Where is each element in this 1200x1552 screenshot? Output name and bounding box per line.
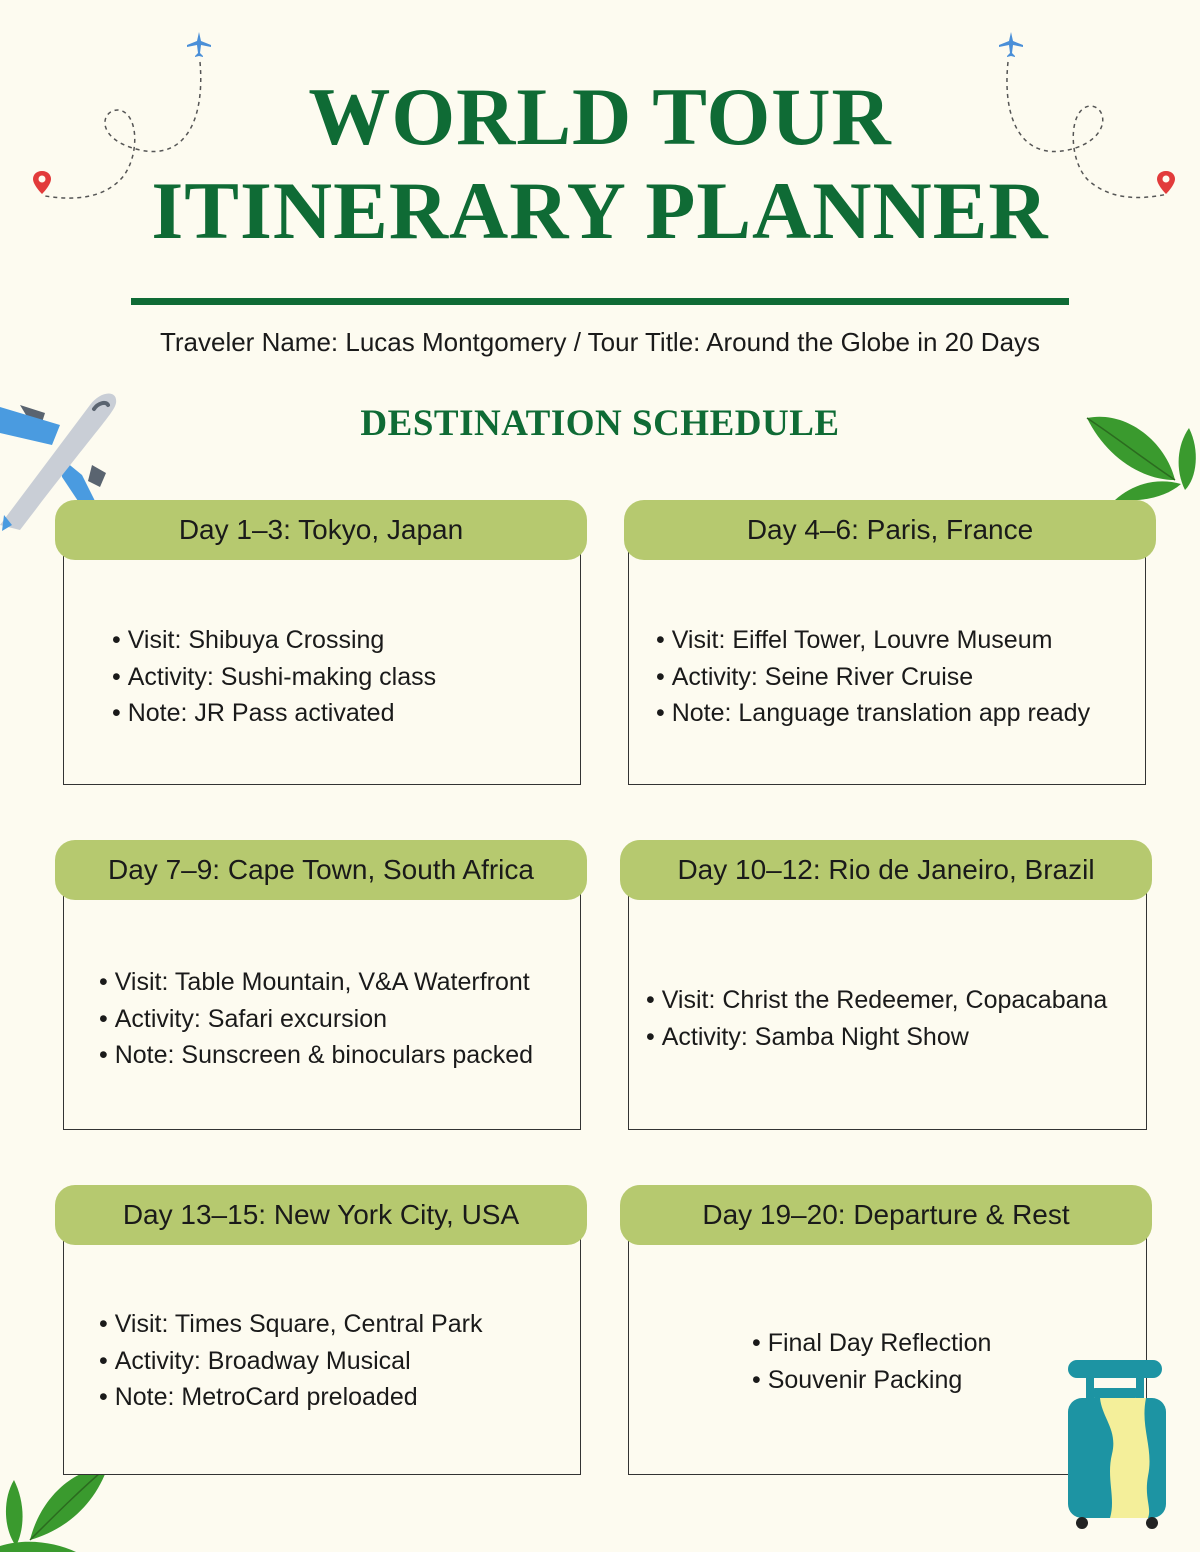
day-card-tokyo xyxy=(55,500,587,785)
day-card-rio xyxy=(620,840,1152,1130)
list-item: • Note: MetroCard preloaded xyxy=(99,1379,587,1416)
list-item: • Activity: Samba Night Show xyxy=(646,1019,1152,1056)
list-item: • Activity: Broadway Musical xyxy=(99,1343,587,1380)
list-item: • Activity: Sushi-making class xyxy=(112,659,587,696)
card-list xyxy=(620,982,1152,1055)
card-list xyxy=(55,1306,587,1416)
card-header: Day 10–12: Rio de Janeiro, Brazil xyxy=(620,840,1152,900)
list-item: • Visit: Times Square, Central Park xyxy=(99,1306,587,1343)
list-item: • Note: Sunscreen & binoculars packed xyxy=(99,1037,587,1074)
page-title xyxy=(0,70,1200,258)
suitcase-icon xyxy=(1060,1358,1170,1530)
card-list xyxy=(624,622,1156,732)
card-list xyxy=(55,964,587,1074)
list-item: • Visit: Shibuya Crossing xyxy=(112,622,587,659)
day-card-new-york xyxy=(55,1185,587,1475)
list-item: • Note: JR Pass activated xyxy=(112,695,587,732)
card-header: Day 4–6: Paris, France xyxy=(624,500,1156,560)
day-card-paris xyxy=(624,500,1156,785)
card-header: Day 7–9: Cape Town, South Africa xyxy=(55,840,587,900)
list-item: • Activity: Safari excursion xyxy=(99,1001,587,1038)
title-line-1: WORLD TOUR xyxy=(308,71,892,162)
title-divider xyxy=(131,298,1069,305)
card-header: Day 1–3: Tokyo, Japan xyxy=(55,500,587,560)
small-plane-icon xyxy=(184,30,214,60)
title-line-2: ITINERARY PLANNER xyxy=(151,165,1049,256)
card-header: Day 19–20: Departure & Rest xyxy=(620,1185,1152,1245)
day-card-cape-town xyxy=(55,840,587,1130)
section-title: DESTINATION SCHEDULE xyxy=(360,403,840,444)
list-item: • Visit: Christ the Redeemer, Copacabana xyxy=(646,982,1152,1019)
list-item: • Souvenir Packing xyxy=(752,1362,1152,1399)
card-list xyxy=(55,622,587,732)
small-plane-icon xyxy=(996,30,1026,60)
card-header: Day 13–15: New York City, USA xyxy=(55,1185,587,1245)
list-item: • Visit: Eiffel Tower, Louvre Museum xyxy=(656,622,1156,659)
traveler-info: Traveler Name: Lucas Montgomery / Tour Title: Around the Globe in 20 Days xyxy=(159,327,1041,357)
list-item: • Activity: Seine River Cruise xyxy=(656,659,1156,696)
list-item: • Note: Language translation app ready xyxy=(656,695,1156,732)
list-item: • Final Day Reflection xyxy=(752,1325,1152,1362)
list-item: • Visit: Table Mountain, V&A Waterfront xyxy=(99,964,587,1001)
